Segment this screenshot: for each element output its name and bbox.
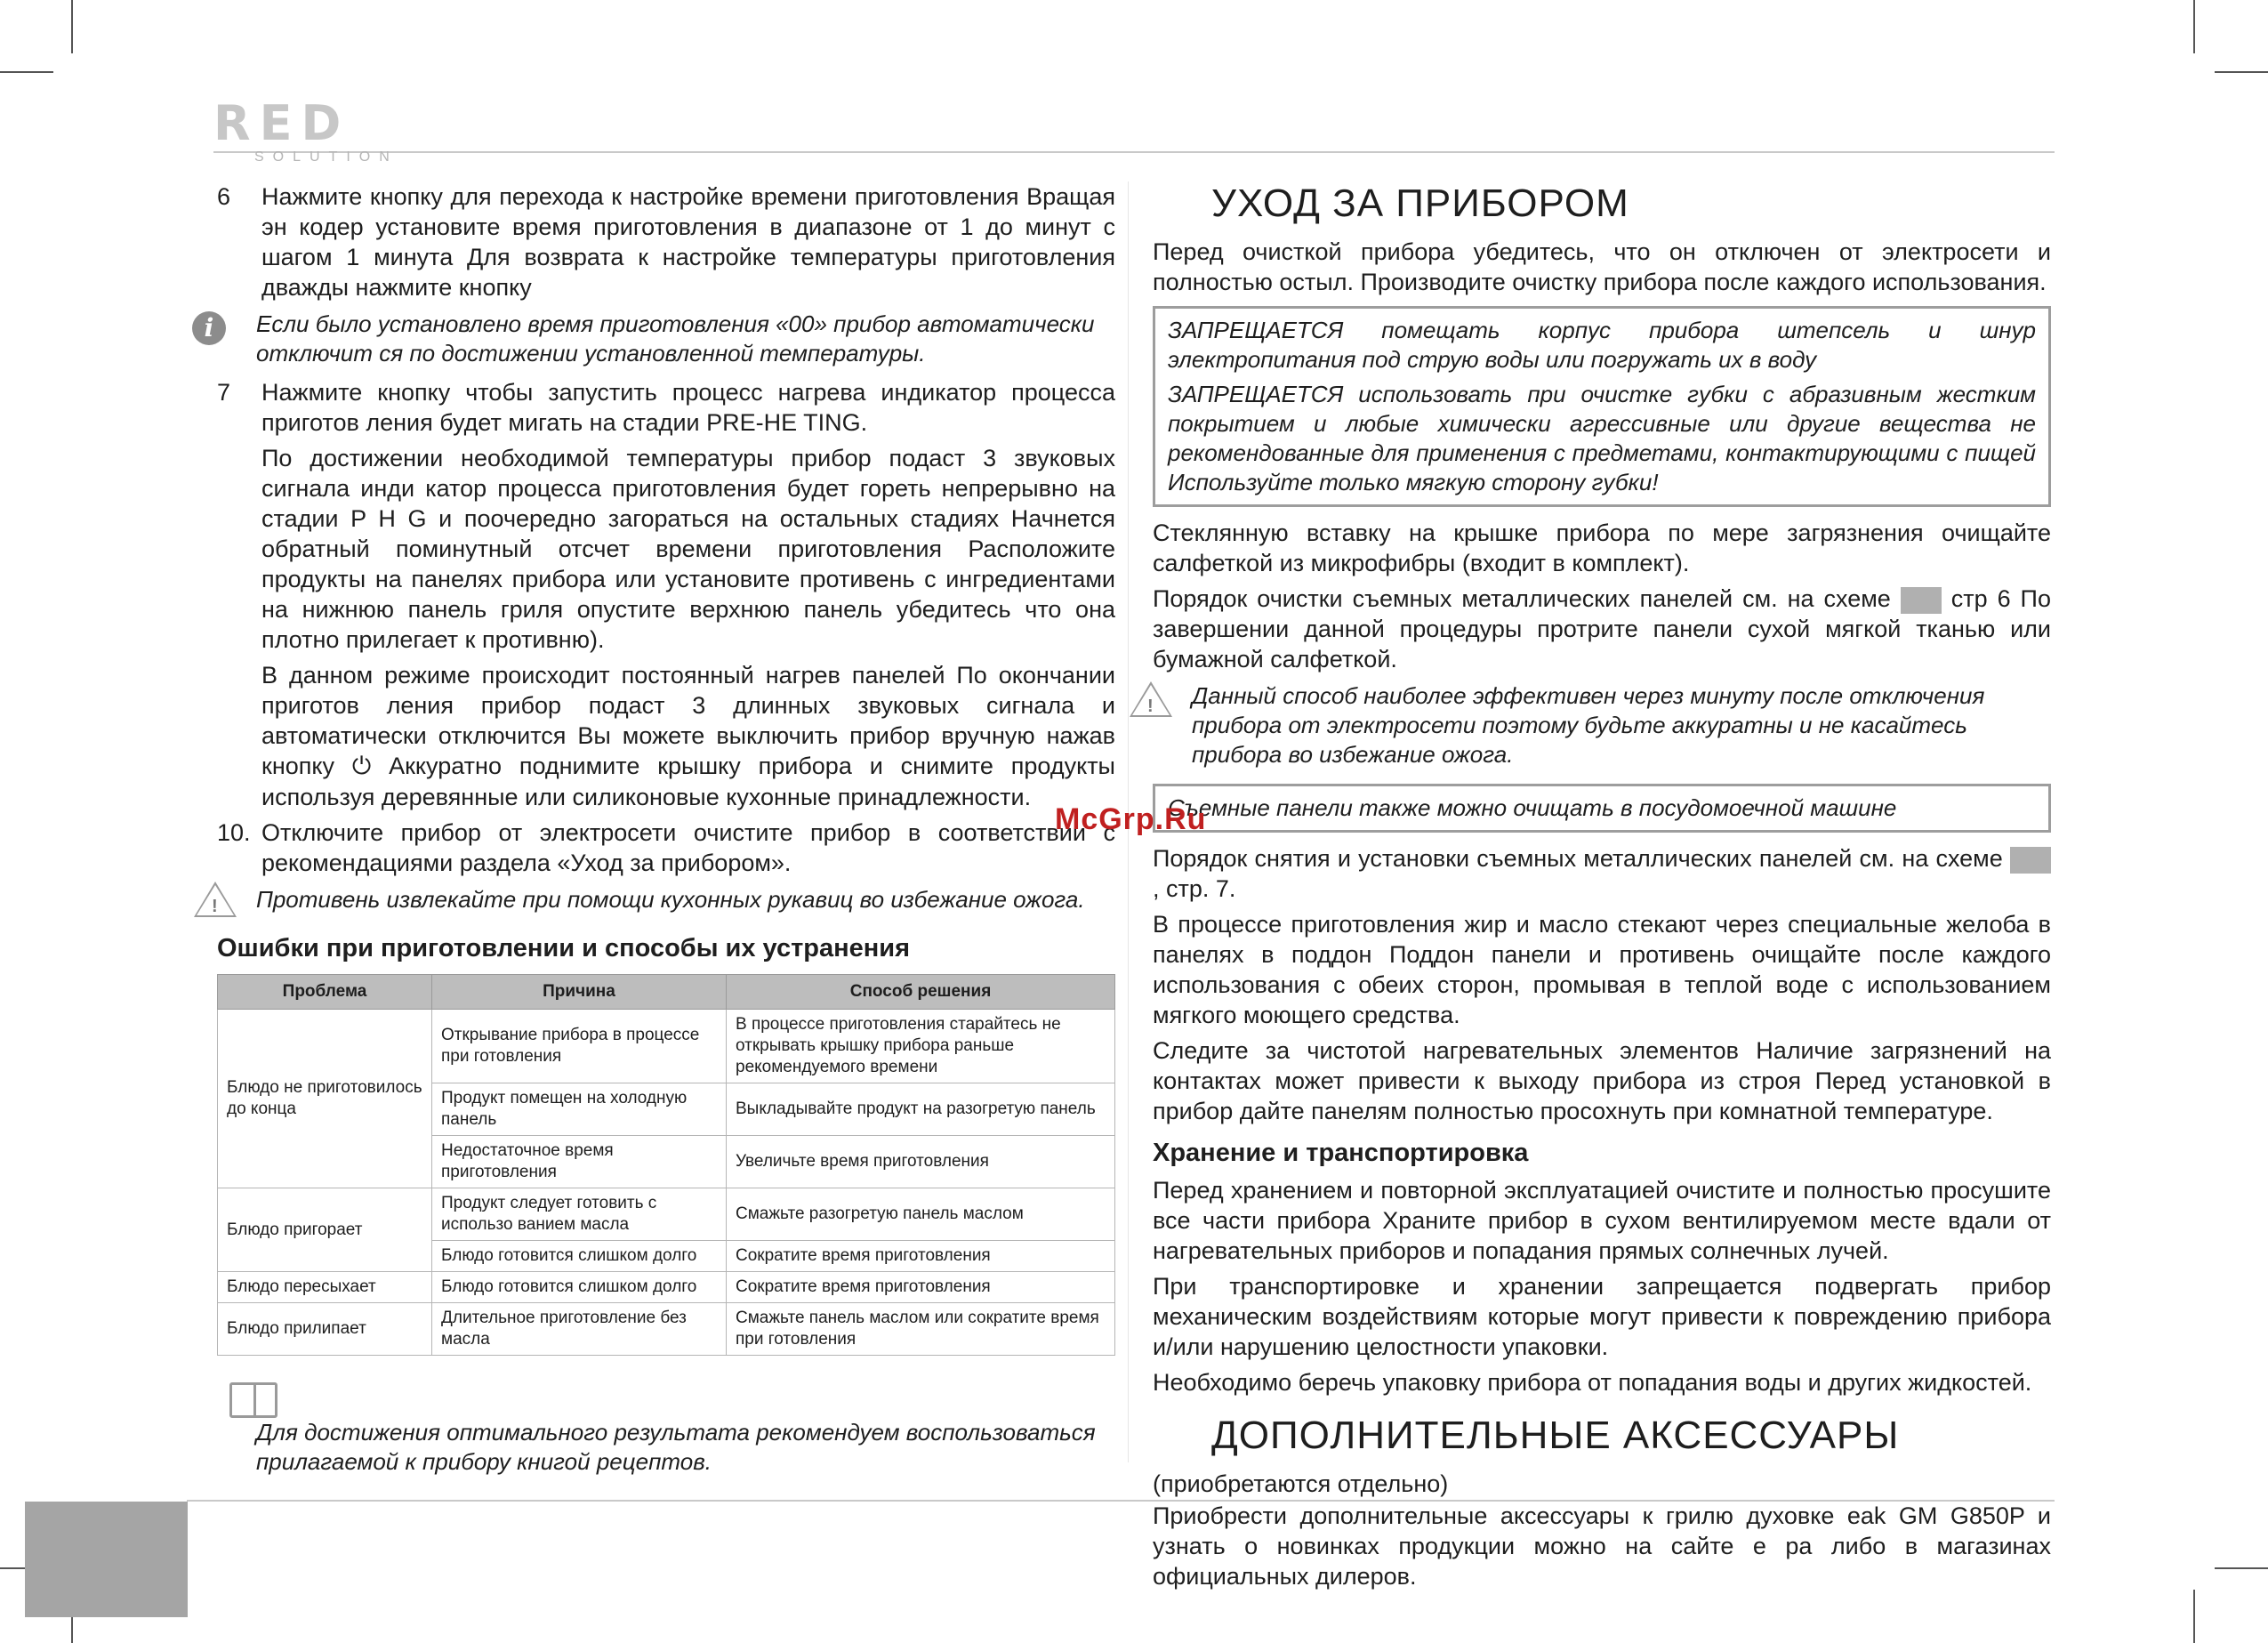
paragraph-finish-b: Аккуратно поднимите крышку прибора и снимите продукты используя деревянные или силиконовые кухонные принадлежности. — [261, 753, 1115, 810]
step-10 — [217, 817, 1115, 878]
storage-paragraph-3: Необходимо беречь упаковку прибора от попадания воды и других жидкостей. — [1153, 1369, 2032, 1396]
crop-mark — [71, 0, 73, 53]
step-number: 10. — [217, 819, 251, 846]
solution-cell: Смажьте панель маслом или сократите время при готовления — [727, 1303, 1115, 1356]
storage-paragraph-2: При транспортировке и хранении запрещается подвергать прибор механическим воздействиям которые могут привести к повреждению прибора и/или нарушению целостности упаковки. — [1153, 1273, 2051, 1360]
warning-icon: ! — [1130, 681, 1172, 717]
crop-mark — [2215, 71, 2268, 73]
storage-title: Хранение и транспортировка — [1153, 1139, 1529, 1167]
panels-removal-b: , стр. 7. — [1153, 875, 1236, 902]
prohibition-1: ЗАПРЕЩАЕТСЯ помещать корпус прибора штепсель и шнур электропитания под струю воды или погружать их в воду — [1168, 317, 2036, 373]
cause-cell: Продукт следует готовить с использо ванием масла — [432, 1188, 727, 1241]
accessories-text: Приобрести дополнительные аксессуары к грилю духовке eak GM G850P и узнать о новинках продукции можно на сайте e ра либо в магазинах официальных дилеров. — [1153, 1502, 2051, 1590]
info-note-text: Если было установлено время приготовления «00» прибор автоматически отключит ся по достижении установленной температуры. — [256, 310, 1095, 366]
cause-cell: Блюдо готовится слишком долго — [432, 1241, 727, 1272]
solution-cell: Выкладывайте продукт на разогретую панель — [727, 1083, 1115, 1136]
problem-cell: Блюдо прилипает — [218, 1303, 432, 1356]
scheme-placeholder — [1901, 587, 1942, 614]
column-header: Причина — [432, 975, 727, 1010]
left-column — [204, 181, 1115, 1486]
warning-icon: ! — [194, 882, 237, 917]
scheme-placeholder — [2010, 847, 2051, 874]
info-icon: i — [192, 311, 226, 345]
watermark: McGrp.Ru — [1055, 802, 1207, 836]
cause-cell: Длительное приготовление без масла — [432, 1303, 727, 1356]
solution-cell: В процессе приготовления старайтесь не открывать крышку прибора раньше рекомендуемого времени — [727, 1010, 1115, 1083]
table-title: Ошибки при приготовлении и способы их устранения — [217, 934, 911, 962]
info-note — [204, 310, 1115, 368]
book-icon — [229, 1382, 277, 1418]
logo-main: RED — [213, 95, 350, 151]
panels-removal-a: Порядок снятия и установки съемных металлических панелей см. на схеме — [1153, 845, 2003, 872]
prohibition-2: ЗАПРЕЩАЕТСЯ использовать при очистке губки с абразивным жестким покрытием и любые химически агрессивные или другие вещества не рекомендованные для применения с предметами, контактирующими с пищей Используйте только мягкую сторону губки! — [1168, 381, 2036, 495]
warning-note-text: Противень извлекайте при помощи кухонных рукавиц во избежание ожога. — [256, 886, 1085, 913]
solution-cell: Сократите время приготовления — [727, 1241, 1115, 1272]
hot-warning-note — [1147, 681, 2051, 769]
solution-cell: Смажьте разогретую панель маслом — [727, 1188, 1115, 1241]
panels-removal — [1153, 843, 2051, 904]
panels-cleaning-a: Порядок очистки съемных металлических панелей см. на схеме — [1153, 585, 1891, 612]
logo-sub: SOLUTION — [254, 149, 398, 165]
paragraph-finish-a: В данном режиме происходит постоянный нагрев панелей По окончании приготов ления прибор подаст 3 длинных звуковых сигнала и автоматически отключится Вы можете выключить прибор вручную нажав кнопку — [261, 662, 1115, 779]
table-row — [218, 1010, 1115, 1083]
table-row — [218, 1303, 1115, 1356]
column-header: Проблема — [218, 975, 432, 1010]
table-row — [218, 1272, 1115, 1303]
heating-elements-paragraph: Следите за чистотой нагревательных элементов Наличие загрязнений на контактах может привести к выходу прибора из строя Перед установкой в прибор дайте панелям полностью просохнуть при комнатной температуре. — [1153, 1037, 2051, 1124]
panels-cleaning — [1153, 584, 2051, 674]
cause-cell: Недостаточное время приготовления — [432, 1136, 727, 1188]
paragraph-heating: По достижении необходимой температуры прибор подаст 3 звуковых сигнала инди катор процесса приготовления будет гореть непрерывно на стадии P H G и поочередно загораться на остальных стадиях Начнется обратный поминутный отсчет времени приготовления Расположите продукты на панелях прибора или установите противень с ингредиентами на нижнюю панель гриля опустите верхнюю панель убедитесь что она плотно прилегает к противню). — [261, 445, 1115, 653]
right-column — [1147, 181, 2051, 1597]
step-number: 7 — [217, 379, 231, 406]
problem-cell: Блюдо не приготовилось до конца — [218, 1010, 432, 1188]
cause-cell: Продукт помещен на холодную панель — [432, 1083, 727, 1136]
panels-cleaning-b: стр 6 По завершении данной процедуры протрите панели сухой мягкой тканью или бумажной салфеткой. — [1153, 585, 2051, 673]
hot-warning-text: Данный способ наиболее эффективен через минуту после отключения прибора от электросети поэтому будьте аккуратны и не касайтесь прибора во избежание ожога. — [1192, 682, 1985, 768]
step-7 — [217, 377, 1115, 438]
solution-cell: Увеличьте время приготовления — [727, 1136, 1115, 1188]
problem-cell: Блюдо пригорает — [218, 1188, 432, 1272]
crop-mark — [0, 71, 53, 73]
crop-mark — [2215, 1567, 2268, 1569]
errors-table — [217, 974, 1115, 1356]
problem-cell: Блюдо пересыхает — [218, 1272, 432, 1303]
power-icon: ⏻ — [351, 753, 372, 780]
prohibition-box — [1153, 306, 2051, 507]
recipe-book-note — [217, 1382, 1115, 1477]
step-text: Отключите прибор от электросети очистите прибор в соответствии с рекомендациями раздела «Уход за прибором». — [261, 819, 1115, 876]
header-rule — [213, 151, 2055, 153]
crop-mark — [2193, 1590, 2195, 1643]
solution-cell: Сократите время приготовления — [727, 1272, 1115, 1303]
storage-paragraph-1: Перед хранением и повторной эксплуатацией очистите и полностью просушите все части прибора Храните прибор в сухом вентилируемом месте вдали от нагревательных приборов и попадания прямых солнечных лучей. — [1153, 1177, 2051, 1264]
brand-logo — [213, 95, 398, 165]
page-number-block — [25, 1502, 188, 1617]
dishwasher-box: Съемные панели также можно очищать в посудомоечной машине — [1153, 784, 2051, 833]
care-intro: Перед очисткой прибора убедитесь, что он отключен от электросети и полностью остыл. Производите очистку прибора после каждого использования. — [1153, 238, 2051, 295]
crop-mark — [2193, 0, 2195, 53]
step-number: 6 — [217, 183, 231, 210]
paragraph-finish — [217, 660, 1115, 812]
accessories-title: ДОПОЛНИТЕЛЬНЫЕ АКСЕССУАРЫ — [1211, 1413, 1900, 1457]
step-text: Нажмите кнопку для перехода к настройке времени приготовления Вращая эн кодер установите время приготовления в диапазоне от 1 до минут с шагом 1 минута Для возврата к настройке температуры приготовления дважды нажмите кнопку — [261, 183, 1115, 301]
table-header-row — [218, 975, 1115, 1010]
glass-cleaning: Стеклянную вставку на крышке прибора по мере загрязнения очищайте салфеткой из микрофибры (входит в комплект). — [1153, 519, 2051, 576]
cause-cell: Блюдо готовится слишком долго — [432, 1272, 727, 1303]
warning-note — [212, 885, 1115, 916]
recipe-book-note-text: Для достижения оптимального результата рекомендуем воспользоваться прилагаемой к прибору книгой рецептов. — [256, 1419, 1096, 1475]
step-6 — [217, 181, 1115, 302]
column-header: Способ решения — [727, 975, 1115, 1010]
accessories-subtitle: (приобретаются отдельно) — [1153, 1470, 1449, 1497]
care-section-title: УХОД ЗА ПРИБОРОМ — [1211, 181, 1629, 225]
table-row — [218, 1188, 1115, 1241]
grease-paragraph: В процессе приготовления жир и масло стекают через специальные желоба в панелях в поддон Поддон панели и противень очищайте после каждого использования с обеих сторон, промывая в теплой воде с использованием мягкого моющего средства. — [1153, 911, 2051, 1028]
cause-cell: Открывание прибора в процессе при готовления — [432, 1010, 727, 1083]
step-text: Нажмите кнопку чтобы запустить процесс нагрева индикатор процесса приготов ления будет мигать на стадии PRE-HE TING. — [261, 379, 1115, 436]
